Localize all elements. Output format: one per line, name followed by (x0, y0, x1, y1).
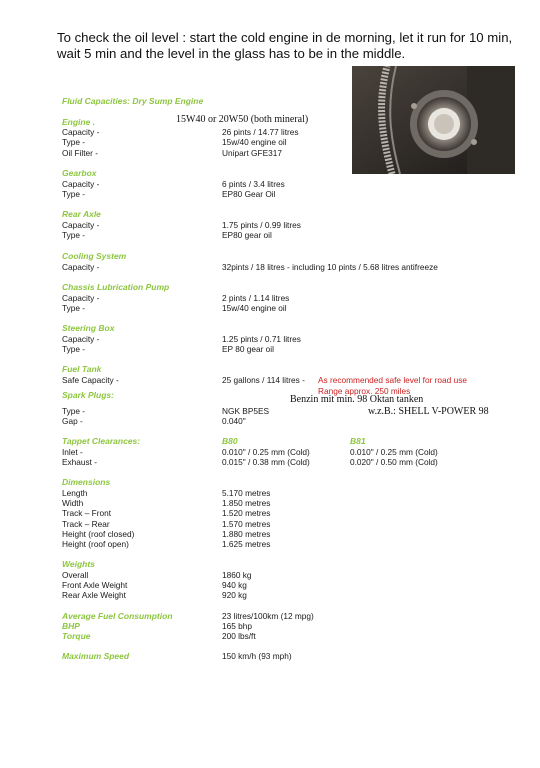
sheet-title: Fluid Capacities: Dry Sump Engine (62, 96, 204, 106)
tappet-heading-row (62, 436, 532, 446)
dim-width-row: Width 1.850 metres (62, 498, 271, 509)
rear-axle-capacity-row: Capacity - 1.75 pints / 0.99 litres (62, 220, 301, 231)
cooling-heading: Cooling System (62, 250, 127, 261)
weight-overall-row: Overall 1860 kg (62, 570, 252, 581)
weight-front-row: Front Axle Weight 940 kg (62, 580, 247, 591)
engine-type-row: Type - 15w/40 engine oil (62, 137, 287, 148)
intro-text: To check the oil level : start the cold engine in de morning, let it run for 10 min, wait 5 min and the level in the glass has to be in the middle. (57, 30, 513, 61)
weights-heading: Weights (62, 559, 95, 570)
chassis-type-row: Type - 15w/40 engine oil (62, 302, 287, 313)
weight-rear-row: Rear Axle Weight 920 kg (62, 590, 247, 601)
fuel-consumption-row: Average Fuel Consumption 23 litres/100km (12 mpg) (62, 610, 314, 621)
gearbox-capacity-row: Capacity - 6 pints / 3.4 litres (62, 178, 285, 189)
torque-row: Torque 200 lbs/ft (62, 631, 256, 641)
spark-plugs-heading: Spark Plugs: (62, 389, 114, 400)
fuel-octane-note: Benzin mit min. 98 Oktan tanken (290, 393, 424, 405)
tappet-heading: Tappet Clearances: (62, 436, 141, 447)
bhp-row: BHP 165 bhp (62, 620, 252, 631)
tappet-col-b80: B80 (222, 436, 238, 447)
cooling-capacity-row: Capacity - 32pints / 18 litres - including 10 pints / 5.68 litres antifreeze (62, 261, 438, 272)
spark-gap-row: Gap - 0.040" (62, 416, 246, 427)
fuel-safe-note: As recommended safe level for road use (318, 375, 467, 386)
max-speed-row: Maximum Speed 150 km/h (93 mph) (62, 651, 292, 662)
chassis-capacity-row: Capacity - 2 pints / 1.14 litres (62, 292, 290, 303)
dim-track-rear-row: Track – Rear 1.570 metres (62, 518, 271, 529)
engine-oil-note: 15W40 or 20W50 (both mineral) (176, 114, 309, 125)
tappet-col-b81: B81 (350, 436, 366, 447)
tappet-exhaust-row: Exhaust - 0.015" / 0.38 mm (Cold) 0.020" / 0.50 mm (Cold) (62, 456, 438, 467)
rear-axle-heading: Rear Axle (62, 209, 101, 220)
gearbox-heading: Gearbox (62, 167, 97, 178)
steering-capacity-row: Capacity - 1.25 pints / 0.71 litres (62, 334, 301, 345)
fuel-capacity-row: Safe Capacity - 25 gallons / 114 litres - As recommended safe level for road use (62, 375, 467, 386)
rear-axle-type-row: Type - EP80 gear oil (62, 230, 272, 241)
engine-filter-row: Oil Filter - Unipart GFE317 (62, 147, 282, 158)
dim-height-open-row: Height (roof open) 1.625 metres (62, 538, 271, 549)
dimensions-heading: Dimensions (62, 476, 111, 487)
dim-track-front-row: Track – Front 1.520 metres (62, 508, 271, 519)
spark-type-row: Type - NGK BP5ES w.z.B.: SHELL V-POWER 98 (62, 406, 489, 417)
dim-length-row: Length 5.170 metres (62, 487, 271, 498)
engine-heading: Engine . (62, 117, 96, 127)
engine-heading-row (62, 114, 532, 127)
chassis-lube-heading: Chassis Lubrication Pump (62, 281, 170, 292)
fuel-tank-heading: Fuel Tank (62, 364, 102, 375)
tappet-inlet-row: Inlet - 0.010" / 0.25 mm (Cold) 0.010" / 0.25 mm (Cold) (62, 446, 438, 457)
steering-type-row: Type - EP 80 gear oil (62, 344, 274, 355)
fuel-brand-note: w.z.B.: SHELL V-POWER 98 (368, 406, 489, 417)
engine-capacity-row: Capacity - 26 pints / 14.77 litres (62, 127, 299, 138)
dim-height-closed-row: Height (roof closed) 1.880 metres (62, 528, 271, 539)
fluid-capacities-sheet (62, 96, 532, 661)
gearbox-type-row: Type - EP80 Gear Oil (62, 188, 276, 199)
fuel-range-note: Range approx. 250 miles (318, 385, 411, 396)
steering-heading: Steering Box (62, 323, 115, 334)
